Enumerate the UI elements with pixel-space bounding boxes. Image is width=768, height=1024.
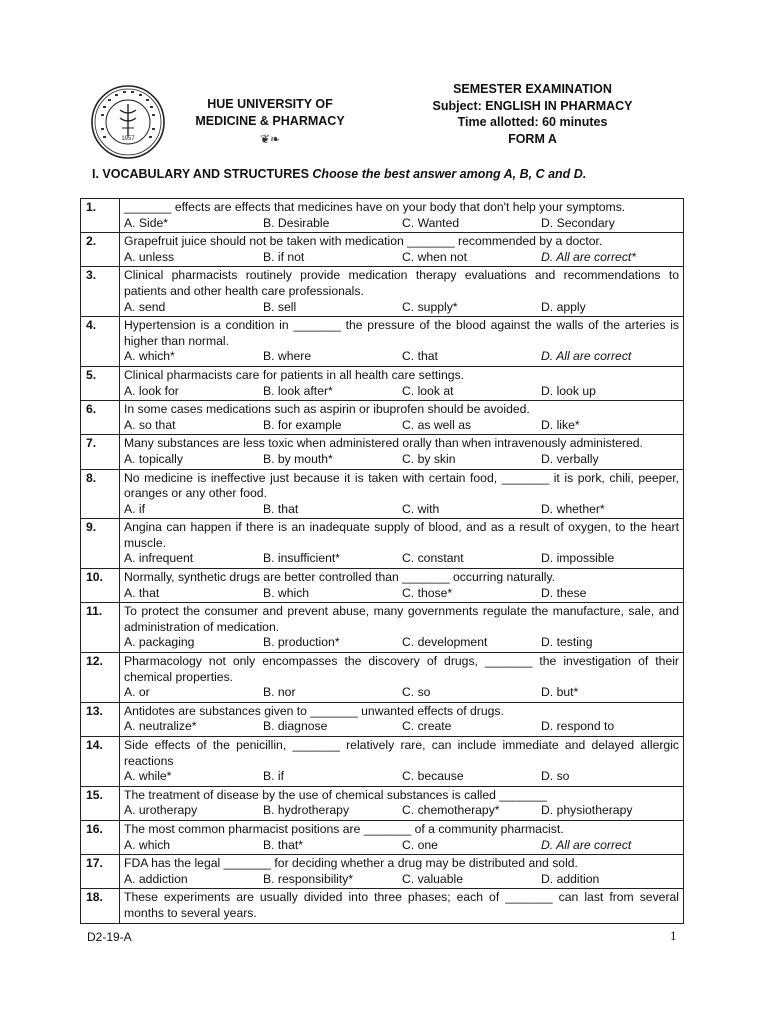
answer-option: D. these (541, 585, 587, 600)
question-row (81, 233, 684, 267)
answer-option: D. addition (541, 871, 600, 886)
answer-option: A. which (124, 837, 171, 852)
answer-option: B. production* (263, 635, 340, 650)
question-row (81, 317, 684, 367)
question-row (81, 569, 684, 603)
question-row (81, 435, 684, 469)
answer-options (124, 250, 679, 266)
answer-options (124, 838, 679, 854)
question-stem: To protect the consumer and prevent abuse, many governments regulate the manufacture, sale, and administration of medication. (124, 604, 679, 634)
answer-option: C. those* (402, 585, 453, 600)
question-stem: Hypertension is a condition in _______ the pressure of the blood against the walls of the arteries is higher than normal. (124, 318, 679, 348)
answer-option: A. look for (124, 383, 179, 398)
answer-option: B. hydrotherapy (263, 803, 350, 818)
answer-option: C. as well as (402, 417, 472, 432)
answer-option: C. constant (402, 551, 464, 566)
answer-option: C. chemotherapy* (402, 803, 500, 818)
answer-option: A. packaging (124, 635, 195, 650)
question-content (120, 317, 684, 367)
section-instruction: Choose the best answer among A, B, C and D. (312, 167, 587, 181)
question-number: 7. (81, 435, 120, 469)
answer-option: C. when not (402, 249, 468, 264)
question-content (120, 435, 684, 469)
answer-option: D. verbally (541, 451, 599, 466)
question-content (120, 199, 684, 233)
answer-option: A. Side* (124, 215, 169, 230)
section-title: I. VOCABULARY AND STRUCTURES (92, 167, 309, 181)
question-stem: Angina can happen if there is an inadequate supply of blood, and as a result of oxygen, to the heart muscle. (124, 520, 679, 550)
exam-subject: Subject: ENGLISH IN PHARMACY (432, 98, 633, 113)
question-number: 14. (81, 737, 120, 787)
answer-option: A. unless (124, 249, 175, 264)
question-number: 1. (81, 199, 120, 233)
answer-options (124, 769, 679, 785)
question-content (120, 855, 684, 889)
question-row (81, 366, 684, 400)
question-stem: Clinical pharmacists routinely provide medication therapy evaluations and recommendations to patients and other health care professionals. (124, 268, 679, 298)
answer-option: B. for example (263, 417, 342, 432)
answer-option: C. create (402, 719, 452, 734)
university-seal-icon (90, 84, 166, 160)
question-number: 4. (81, 317, 120, 367)
exam-header (410, 81, 655, 147)
answer-option: C. because (402, 769, 464, 784)
question-row (81, 199, 684, 233)
question-row (81, 519, 684, 569)
questions-table (80, 198, 684, 924)
question-row (81, 267, 684, 317)
page-number: 1 (670, 928, 677, 943)
answer-option: A. urotherapy (124, 803, 198, 818)
answer-option: C. valuable (402, 871, 463, 886)
university-line-1: HUE UNIVERSITY OF (207, 97, 333, 111)
answer-option: B. sell (263, 299, 297, 314)
answer-option: C. supply* (402, 299, 458, 314)
question-content (120, 569, 684, 603)
question-content (120, 366, 684, 400)
question-stem: These experiments are usually divided into three phases; each of _______ can last from several months to several years. (124, 890, 679, 920)
answer-option: A. if (124, 501, 145, 516)
question-number: 13. (81, 702, 120, 736)
answer-options (124, 502, 679, 518)
answer-option: D. impossible (541, 551, 615, 566)
question-content (120, 519, 684, 569)
question-stem: The treatment of disease by the use of chemical substances is called _______ (124, 787, 547, 802)
question-content (120, 401, 684, 435)
question-stem: Side effects of the penicillin, _______ relatively rare, can include immediate and delayed allergic reactions (124, 738, 679, 768)
answer-option: B. if (263, 769, 284, 784)
form-code: D2-19-A (87, 930, 132, 944)
exam-time: Time allotted: 60 minutes (457, 115, 608, 129)
question-number: 11. (81, 603, 120, 653)
answer-option: D. but* (541, 685, 579, 700)
answer-option: B. Desirable (263, 215, 330, 230)
answer-option: D. Secondary (541, 215, 615, 230)
answer-option: B. nor (263, 685, 296, 700)
question-number: 2. (81, 233, 120, 267)
answer-option: A. that (124, 585, 160, 600)
answer-option: B. if not (263, 249, 305, 264)
answer-options (124, 586, 679, 602)
question-row (81, 603, 684, 653)
answer-option: D. whether* (541, 501, 605, 516)
question-number: 5. (81, 366, 120, 400)
question-row (81, 737, 684, 787)
exam-form: FORM A (508, 131, 557, 146)
question-number: 16. (81, 820, 120, 854)
answer-options (124, 452, 679, 468)
answer-option: A. neutralize* (124, 719, 197, 734)
section-heading (92, 167, 586, 181)
answer-option: C. by skin (402, 451, 456, 466)
answer-options (124, 300, 679, 316)
question-stem: Grapefruit juice should not be taken with medication _______ recommended by a doctor. (124, 234, 603, 249)
answer-options (124, 803, 679, 819)
question-number: 15. (81, 786, 120, 820)
answer-option: B. responsibility* (263, 871, 354, 886)
answer-options (124, 551, 679, 567)
answer-option: D. look up (541, 383, 596, 398)
question-content (120, 469, 684, 519)
question-row (81, 889, 684, 923)
answer-option: D. apply (541, 299, 586, 314)
answer-option: B. diagnose (263, 719, 328, 734)
answer-options (124, 872, 679, 888)
university-name (180, 96, 360, 147)
answer-option: B. that (263, 501, 299, 516)
question-content (120, 786, 684, 820)
answer-option: D. so (541, 769, 570, 784)
answer-options (124, 349, 679, 365)
answer-option: A. while* (124, 769, 172, 784)
answer-option: B. which (263, 585, 310, 600)
question-stem: Antidotes are substances given to _______ unwanted effects of drugs. (124, 703, 504, 718)
answer-option: C. so (402, 685, 431, 700)
question-stem: Normally, synthetic drugs are better controlled than _______ occurring naturally. (124, 570, 556, 585)
answer-option: C. with (402, 501, 440, 516)
question-number: 10. (81, 569, 120, 603)
seal-year: 1957 (121, 136, 135, 142)
answer-option: C. look at (402, 383, 454, 398)
answer-options (124, 216, 679, 232)
answer-options (124, 685, 679, 701)
answer-option: D. All are correct* (541, 249, 637, 264)
question-content (120, 233, 684, 267)
university-line-2: MEDICINE & PHARMACY (195, 114, 345, 128)
question-content (120, 702, 684, 736)
question-number: 9. (81, 519, 120, 569)
answer-option: D. respond to (541, 719, 615, 734)
answer-option: C. development (402, 635, 488, 650)
answer-option: D. All are correct (541, 349, 632, 364)
question-row (81, 855, 684, 889)
question-stem: The most common pharmacist positions are _______ of a community pharmacist. (124, 821, 564, 836)
question-number: 6. (81, 401, 120, 435)
question-content (120, 889, 684, 923)
answer-option: D. testing (541, 635, 593, 650)
answer-option: B. that* (263, 837, 303, 852)
answer-option: B. look after* (263, 383, 333, 398)
answer-options (124, 719, 679, 735)
question-row (81, 786, 684, 820)
answer-option: A. or (124, 685, 150, 700)
answer-option: B. insufficient* (263, 551, 341, 566)
question-stem: In some cases medications such as aspirin or ibuprofen should be avoided. (124, 402, 530, 417)
question-number: 8. (81, 469, 120, 519)
answer-option: A. so that (124, 417, 176, 432)
answer-option: C. one (402, 837, 438, 852)
exam-title: SEMESTER EXAMINATION (453, 82, 612, 96)
answer-option: D. physiotherapy (541, 803, 633, 818)
question-row (81, 469, 684, 519)
answer-option: C. Wanted (402, 215, 460, 230)
answer-option: B. where (263, 349, 312, 364)
question-row (81, 653, 684, 703)
question-number: 3. (81, 267, 120, 317)
question-stem: _______ effects are effects that medicines have on your body that don't help your symptoms. (124, 200, 626, 214)
answer-options (124, 384, 679, 400)
question-content (120, 603, 684, 653)
question-stem: Many substances are less toxic when administered orally than when intravenously administered. (124, 436, 643, 451)
question-row (81, 702, 684, 736)
answer-option: A. send (124, 299, 166, 314)
question-content (120, 267, 684, 317)
question-number: 12. (81, 653, 120, 703)
question-stem: FDA has the legal _______ for deciding whether a drug may be distributed and sold. (124, 856, 578, 871)
question-stem: No medicine is ineffective just because it is taken with certain food, _______ it is pork, chili, peeper, oranges or any other food. (124, 470, 679, 501)
question-stem: Clinical pharmacists care for patients in all health care settings. (124, 367, 465, 382)
question-row (81, 401, 684, 435)
answer-option: D. like* (541, 417, 580, 432)
answer-option: B. by mouth* (263, 451, 333, 466)
question-number: 18. (81, 889, 120, 923)
answer-option: A. addiction (124, 871, 188, 886)
answer-option: A. which* (124, 349, 175, 364)
answer-option: D. All are correct (541, 837, 632, 852)
answer-options (124, 418, 679, 434)
answer-option: A. infrequent (124, 551, 194, 566)
answer-option: C. that (402, 349, 438, 364)
answer-option: A. topically (124, 451, 183, 466)
question-row (81, 820, 684, 854)
question-number: 17. (81, 855, 120, 889)
question-content (120, 737, 684, 787)
question-content (120, 820, 684, 854)
answer-options (124, 635, 679, 651)
ornament-icon: ❦❧ (259, 132, 281, 146)
question-stem: Pharmacology not only encompasses the discovery of drugs, _______ the investigation of their chemical properties. (124, 654, 679, 684)
question-content (120, 653, 684, 703)
